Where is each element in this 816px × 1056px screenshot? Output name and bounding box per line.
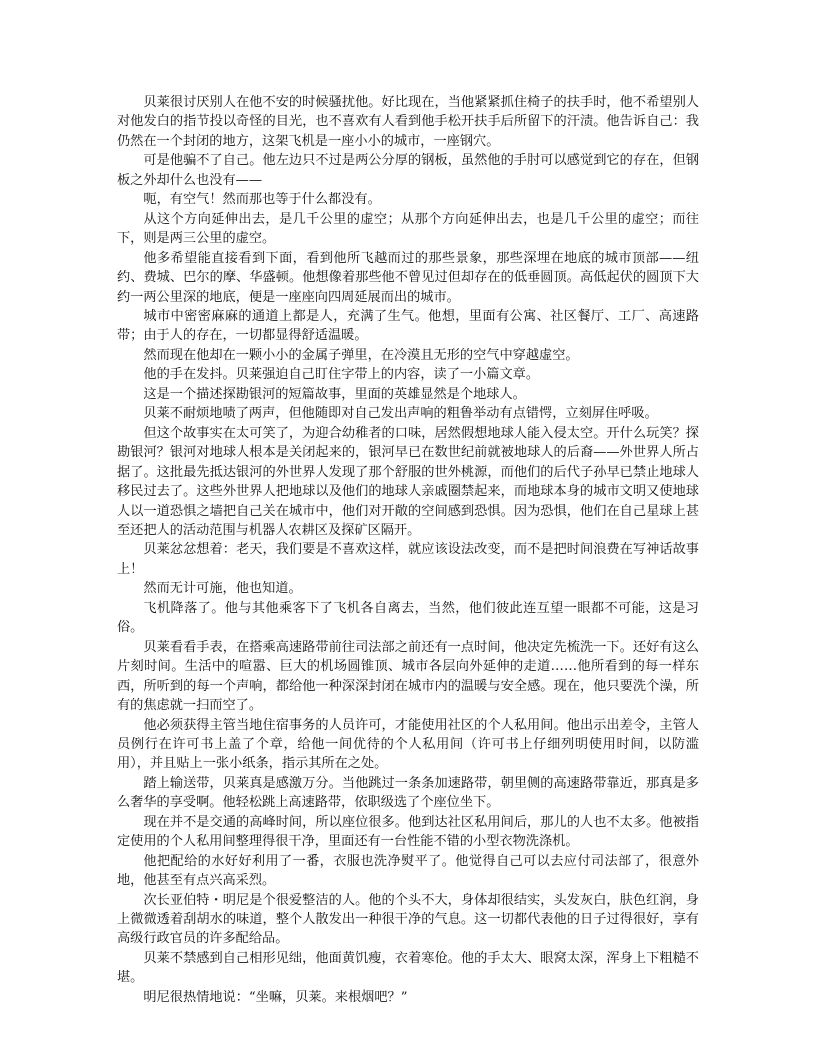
body-text	[117, 93, 699, 1007]
paragraph-14: 飞机降落了。他与其他乘客下了飞机各自离去，当然，他们彼此连互望一眼都不可能，这是习俗。	[117, 600, 699, 636]
paragraph-2: 可是他骗不了自己。他左边只不过是两公分厚的钢板，虽然他的手肘可以感觉到它的存在，但钢板之外却什么也没有——	[117, 153, 699, 188]
paragraph-1: 贝莱很讨厌别人在他不安的时候骚扰他。好比现在，当他紧紧抓住椅子的扶手时，他不希望别人对他发白的指节投以奇怪的目光，也不喜欢有人看到他手松开扶手后所留下的汗渍。他告诉自己：我仍然在一个封闭的地方，这架飞机是一座小小的城市，一座钢穴。	[117, 95, 699, 149]
paragraph-13: 然而无计可施，他也知道。	[143, 581, 302, 597]
paragraph-11: 但这个故事实在太可笑了，为迎合幼稚者的口味，居然假想地球人能入侵太空。开什么玩笑？探勘银河？银河对地球人根本是关闭起来的，银河早已在数世纪前就被地球人的后裔——外世界人所占据了。这批最先抵达银河的外世界人发现了那个舒服的世外桃源，而他们的后代子孙早已禁止地球人移民过去了。这些外世界人把地球以及他们的地球人亲戚圈禁起来，而地球本身的城市文明又使地球人以一道恐惧之墙把自己关在城市中，他们对开敞的空间感到恐惧。因为恐惧，他们在自己星球上甚至还把人的活动范围与机器人农耕区及探矿区隔开。	[117, 425, 699, 538]
paragraph-3: 呃，有空气！然而那也等于什么都没有。	[143, 192, 381, 208]
paragraph-5: 他多希望能直接看到下面，看到他所飞越而过的那些景象，那些深埋在地底的城市顶部——纽约、费城、巴尔的摩、华盛顿。他想像着那些他不曾见过但却存在的低垂圆顶。高低起伏的圆顶下大约一两公里深的地底，便是一座座向四周延展而出的城市。	[117, 250, 699, 305]
paragraph-10: 贝莱不耐烦地啧了两声，但他随即对自己发出声响的粗鲁举动有点错愕，立刻屏住呼吸。	[143, 406, 658, 422]
paragraph-19: 他把配给的水好好利用了一番，衣服也洗净熨平了。他觉得自己可以去应付司法部了，很意外地，他甚至有点兴高采烈。	[117, 853, 699, 889]
paragraph-18: 现在并不是交通的高峰时间，所以座位很多。他到达社区私用间后，那儿的人也不太多。他被指定使用的个人私用间整理得很干净，里面还有一台性能不错的小型衣物洗涤机。	[117, 814, 699, 850]
paragraph-8: 他的手在发抖。贝莱强迫自己盯住字带上的内容，读了一小篇文章。	[143, 367, 540, 383]
paragraph-6: 城市中密密麻麻的通道上都是人，充满了生气。他想，里面有公寓、社区餐厅、工厂、高速路带；由于人的存在，一切都显得舒适温暖。	[117, 308, 699, 344]
paragraph-20: 次长亚伯特・明尼是个很爱整洁的人。他的个头不大，身体却很结实，头发灰白，肤色红润，身上微微透着刮胡水的味道，整个人散发出一种很干净的气息。这一切都代表他的日子过得很好，享有高级行政官员的许多配给品。	[117, 892, 699, 947]
paragraph-21: 贝莱不禁感到自己相形见绌，他面黄饥瘦，衣着寒伧。他的手太大、眼窝太深，浑身上下粗糙不堪。	[117, 950, 699, 986]
paragraph-7: 然而现在他却在一颗小小的金属子弹里，在冷漠且无形的空气中穿越虚空。	[143, 347, 579, 363]
paragraph-16: 他必须获得主管当地住宿事务的人员许可，才能使用社区的个人私用间。他出示出差令，主管人员例行在许可书上盖了个章，给他一间优待的个人私用间（许可书上仔细列明使用时间，以防滥用），并且贴上一张小纸条，指示其所在之处。	[117, 717, 699, 772]
paragraph-12: 贝莱忿忿想着：老天，我们要是不喜欢这样，就应该设法改变，而不是把时间浪费在写神话故事上！	[117, 542, 699, 577]
paragraph-9: 这是一个描述探勘银河的短篇故事，里面的英雄显然是个地球人。	[143, 386, 526, 402]
paragraph-22: 明尼很热情地说：“坐嘛，贝莱。来根烟吧？”	[143, 989, 408, 1005]
paragraph-4: 从这个方向延伸出去，是几千公里的虚空；从那个方向延伸出去，也是几千公里的虚空；而往下，则是两三公里的虚空。	[117, 211, 699, 247]
paragraph-17: 踏上输送带，贝莱真是感激万分。当他跳过一条条加速路带，朝里侧的高速路带靠近，那真是多么奢华的享受啊。他轻松跳上高速路带，依职级选了个座位坐下。	[117, 775, 699, 811]
paragraph-15: 贝莱看看手表，在搭乘高速路带前往司法部之前还有一点时间，他决定先梳洗一下。还好有这么片刻时间。生活中的喧嚣、巨大的机场圆锥顶、城市各层向外延伸的走道……他所看到的每一样东西，所听到的每一个声响，都给他一种深深封闭在城市内的温暖与安全感。现在，他只要洗个澡，所有的焦虑就一扫而空了。	[117, 639, 699, 714]
